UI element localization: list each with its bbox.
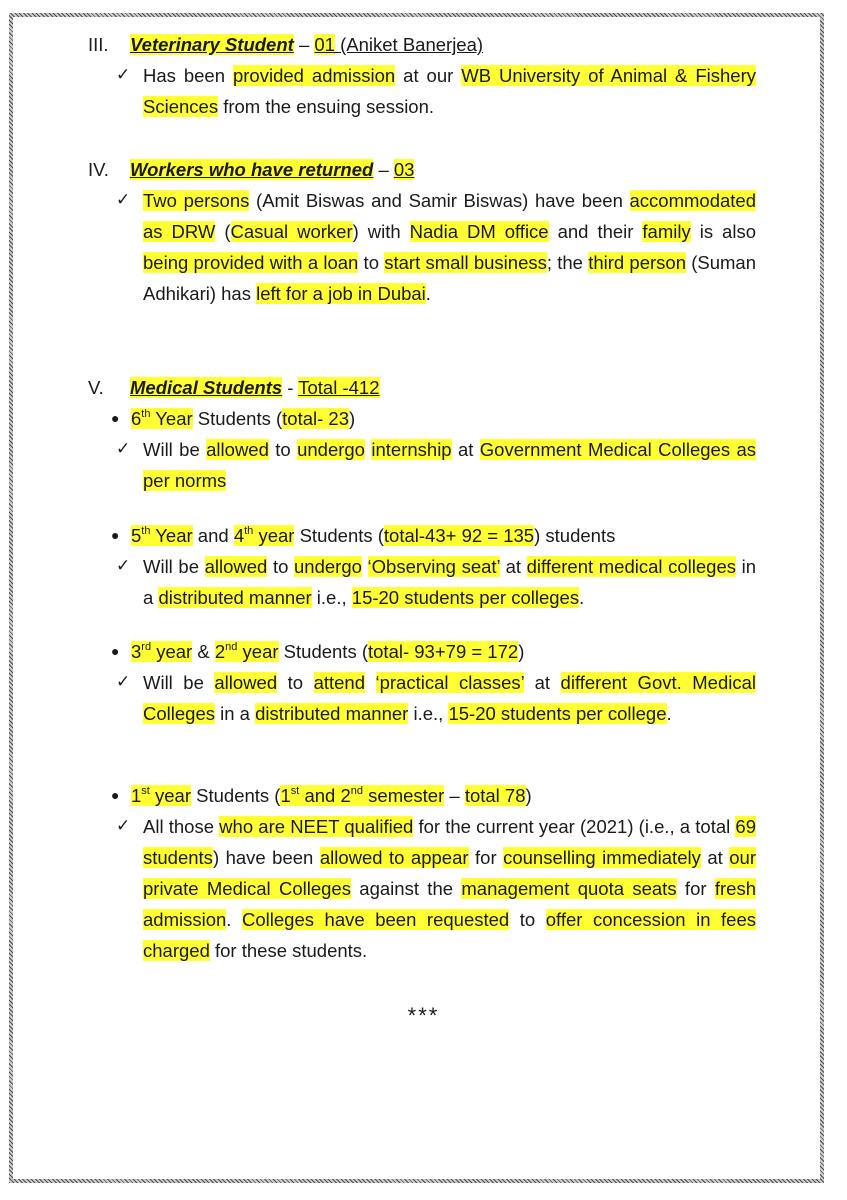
section-iii-heading: III. Veterinary Student – 01 (Aniket Banerjea) [88,29,483,60]
section-iv-heading: IV. Workers who have returned – 03 [88,154,414,185]
check-mark-icon: ✓ [116,439,131,459]
section-count: Total -412 [298,377,380,398]
bullet-text: 3rd year & 2nd year Students (total- 93+79 = 172) [131,640,525,662]
section-title: Veterinary Student [130,34,294,55]
section-v-heading: V. Medical Students - Total -412 [88,372,380,403]
check-text: Will be allowed to attend ‘practical classes’ at different Govt. Medical Colleges in a distributed manner i.e., 15-20 students per college. [143,672,757,724]
section-title: Workers who have returned [130,159,374,180]
check-mark-icon: ✓ [116,65,131,85]
bullet-icon: ● [111,527,120,543]
section-number: V. [88,377,104,398]
section-number: IV. [88,159,109,180]
check-mark-icon: ✓ [116,672,131,692]
section-count: 03 [393,159,415,180]
bullet-icon: ● [111,410,120,426]
check-text: Has been provided admission at our WB University of Animal & Fishery Sciences from the ensuing session. [143,65,756,117]
bullet-text: 6th Year Students (total- 23) [131,407,356,429]
check-text: Two persons (Amit Biswas and Samir Biswas) have been accommodated as DRW (Casual worker) with Nadia DM office and their family is also being provided with a loan to start small business; the third person (Suman Adhikari) has left for a job in Dubai. [143,190,757,304]
check-mark-icon: ✓ [116,190,131,210]
check-mark-icon: ✓ [116,816,131,836]
check-text: Will be allowed to undergo ‘Observing seat’ at different medical colleges in a distributed manner i.e., 15-20 students per colleges. [143,556,756,608]
check-mark-icon: ✓ [116,556,131,576]
check-text: All those who are NEET qualified for the current year (2021) (i.e., a total 69 students) have been allowed to appear for counselling immediately at our private Medical Colleges against the management quota seats for fresh admission. Colleges have been requested to offer concession in fees charged for these students. [143,816,757,961]
section-name: (Aniket Banerjea) [334,34,484,55]
bullet-icon: ● [111,643,120,659]
section-title: Medical Students [130,377,283,398]
bullet-text: 5th Year and 4th year Students (total-43+ 92 = 135) students [131,524,616,546]
end-mark: *** [407,1003,440,1028]
section-number: III. [88,34,109,55]
bullet-text: 1st year Students (1st and 2nd semester – total 78) [131,784,532,806]
section-count: 01 [314,34,335,55]
check-text: Will be allowed to undergo internship at Government Medical Colleges as per norms [143,439,756,491]
bullet-icon: ● [111,787,120,803]
